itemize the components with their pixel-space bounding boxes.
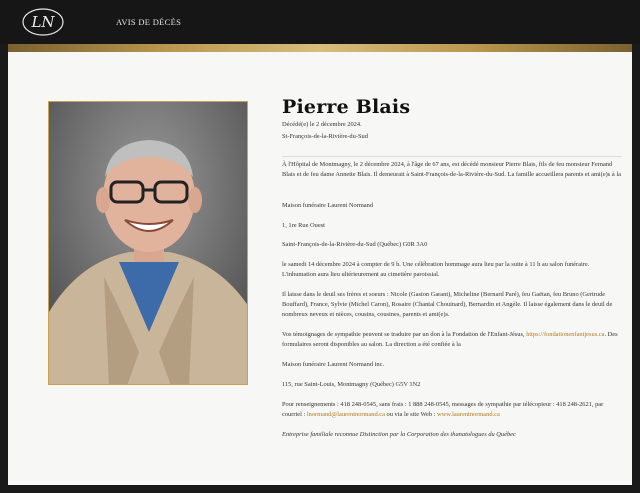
contact-paragraph [282,400,622,420]
family-paragraph: Il laisse dans le deuil ses frères et soeurs : Nicole (Gaston Garant), Micheline (Bernard Paré), feu Gaëtan, feu Bruno (Gertrude Bouffard), France, Sylvie (Michel Caron), Rosaire (Chantal Chouinard), Bernardin et Angèle. Il laisse également dans le deuil de nombreux neveux et nièces, cousins, cousines, parents et ami(e)s. [282,291,613,319]
funeral-home-address: 1, 1re Rue Ouest [282,222,325,229]
logo-text: LN [31,13,55,31]
death-date: Décédé(e) le 2 décembre 2024. [282,121,362,128]
top-navigation-bar [0,0,640,44]
logo-icon[interactable] [20,6,66,38]
funeral-home2-name: Maison funéraire Laurent Normand inc. [282,361,385,368]
obituary-header [282,96,622,157]
intro-paragraph: À l'Hôpital de Montmagny, le 2 décembre 2024, à l'âge de 67 ans, est décédé monsieur Pierre Blais, fils de feu monsieur Fernand Blais et de feu dame Annette Blais. Il demeurait à Saint-François-de-la-Rivière-du-Sud. La famille accueillera parents et ami(e)s à la [282,161,621,179]
foundation-link[interactable]: https://fondationenfantjesus.ca [526,331,605,338]
gold-divider-band [8,44,632,52]
contact-text-b: ou via le site Web : [384,411,438,419]
portrait-photo [48,101,248,385]
website-link[interactable]: www.laurentnormand.ca [437,411,500,419]
nav-obituaries-link[interactable]: AVIS DE DÉCÈS [116,17,182,27]
header-divider [282,156,622,157]
email-link[interactable]: lnormand@laurentnormand.ca [306,411,385,419]
tagline: Entreprise familiale reconnue Distinction par la Corporation des thanatologues du Québec [282,431,516,438]
donation-text-b: . Des formulaires seront disponibles au salon. La direction a été confiée à la [282,331,618,349]
donation-text-a: Vos témoignages de sympathie peuvent se traduire par un don à la Fondation de l'Enfant-Jésus, [282,331,527,338]
deceased-name: Pierre Blais [282,96,411,118]
location: St-François-de-la-Rivière-du-Sud [282,133,368,140]
funeral-home-city: Saint-François-de-la-Rivière-du-Sud (Québec) G0R 3A0 [282,241,428,248]
funeral-home-name: Maison funéraire Laurent Normand [282,202,374,209]
ceremony-paragraph: le samedi 14 décembre 2024 à compter de 9 h. Une célébration hommage aura lieu par la suite à 11 h au salon funéraire. L'inhumation aura lieu ultérieurement au cimetière paroissial. [282,261,590,279]
donation-paragraph [282,330,622,350]
funeral-home2-address: 115, rue Saint-Louis, Montmagny (Québec) G5V 1N2 [282,381,421,388]
contact-text-a: Pour renseignements : 418 248-0545, sans frais : 1 888 248-0545, messages de sympathie par télécopieur : 418 248-2621, par courriel : [282,401,604,419]
